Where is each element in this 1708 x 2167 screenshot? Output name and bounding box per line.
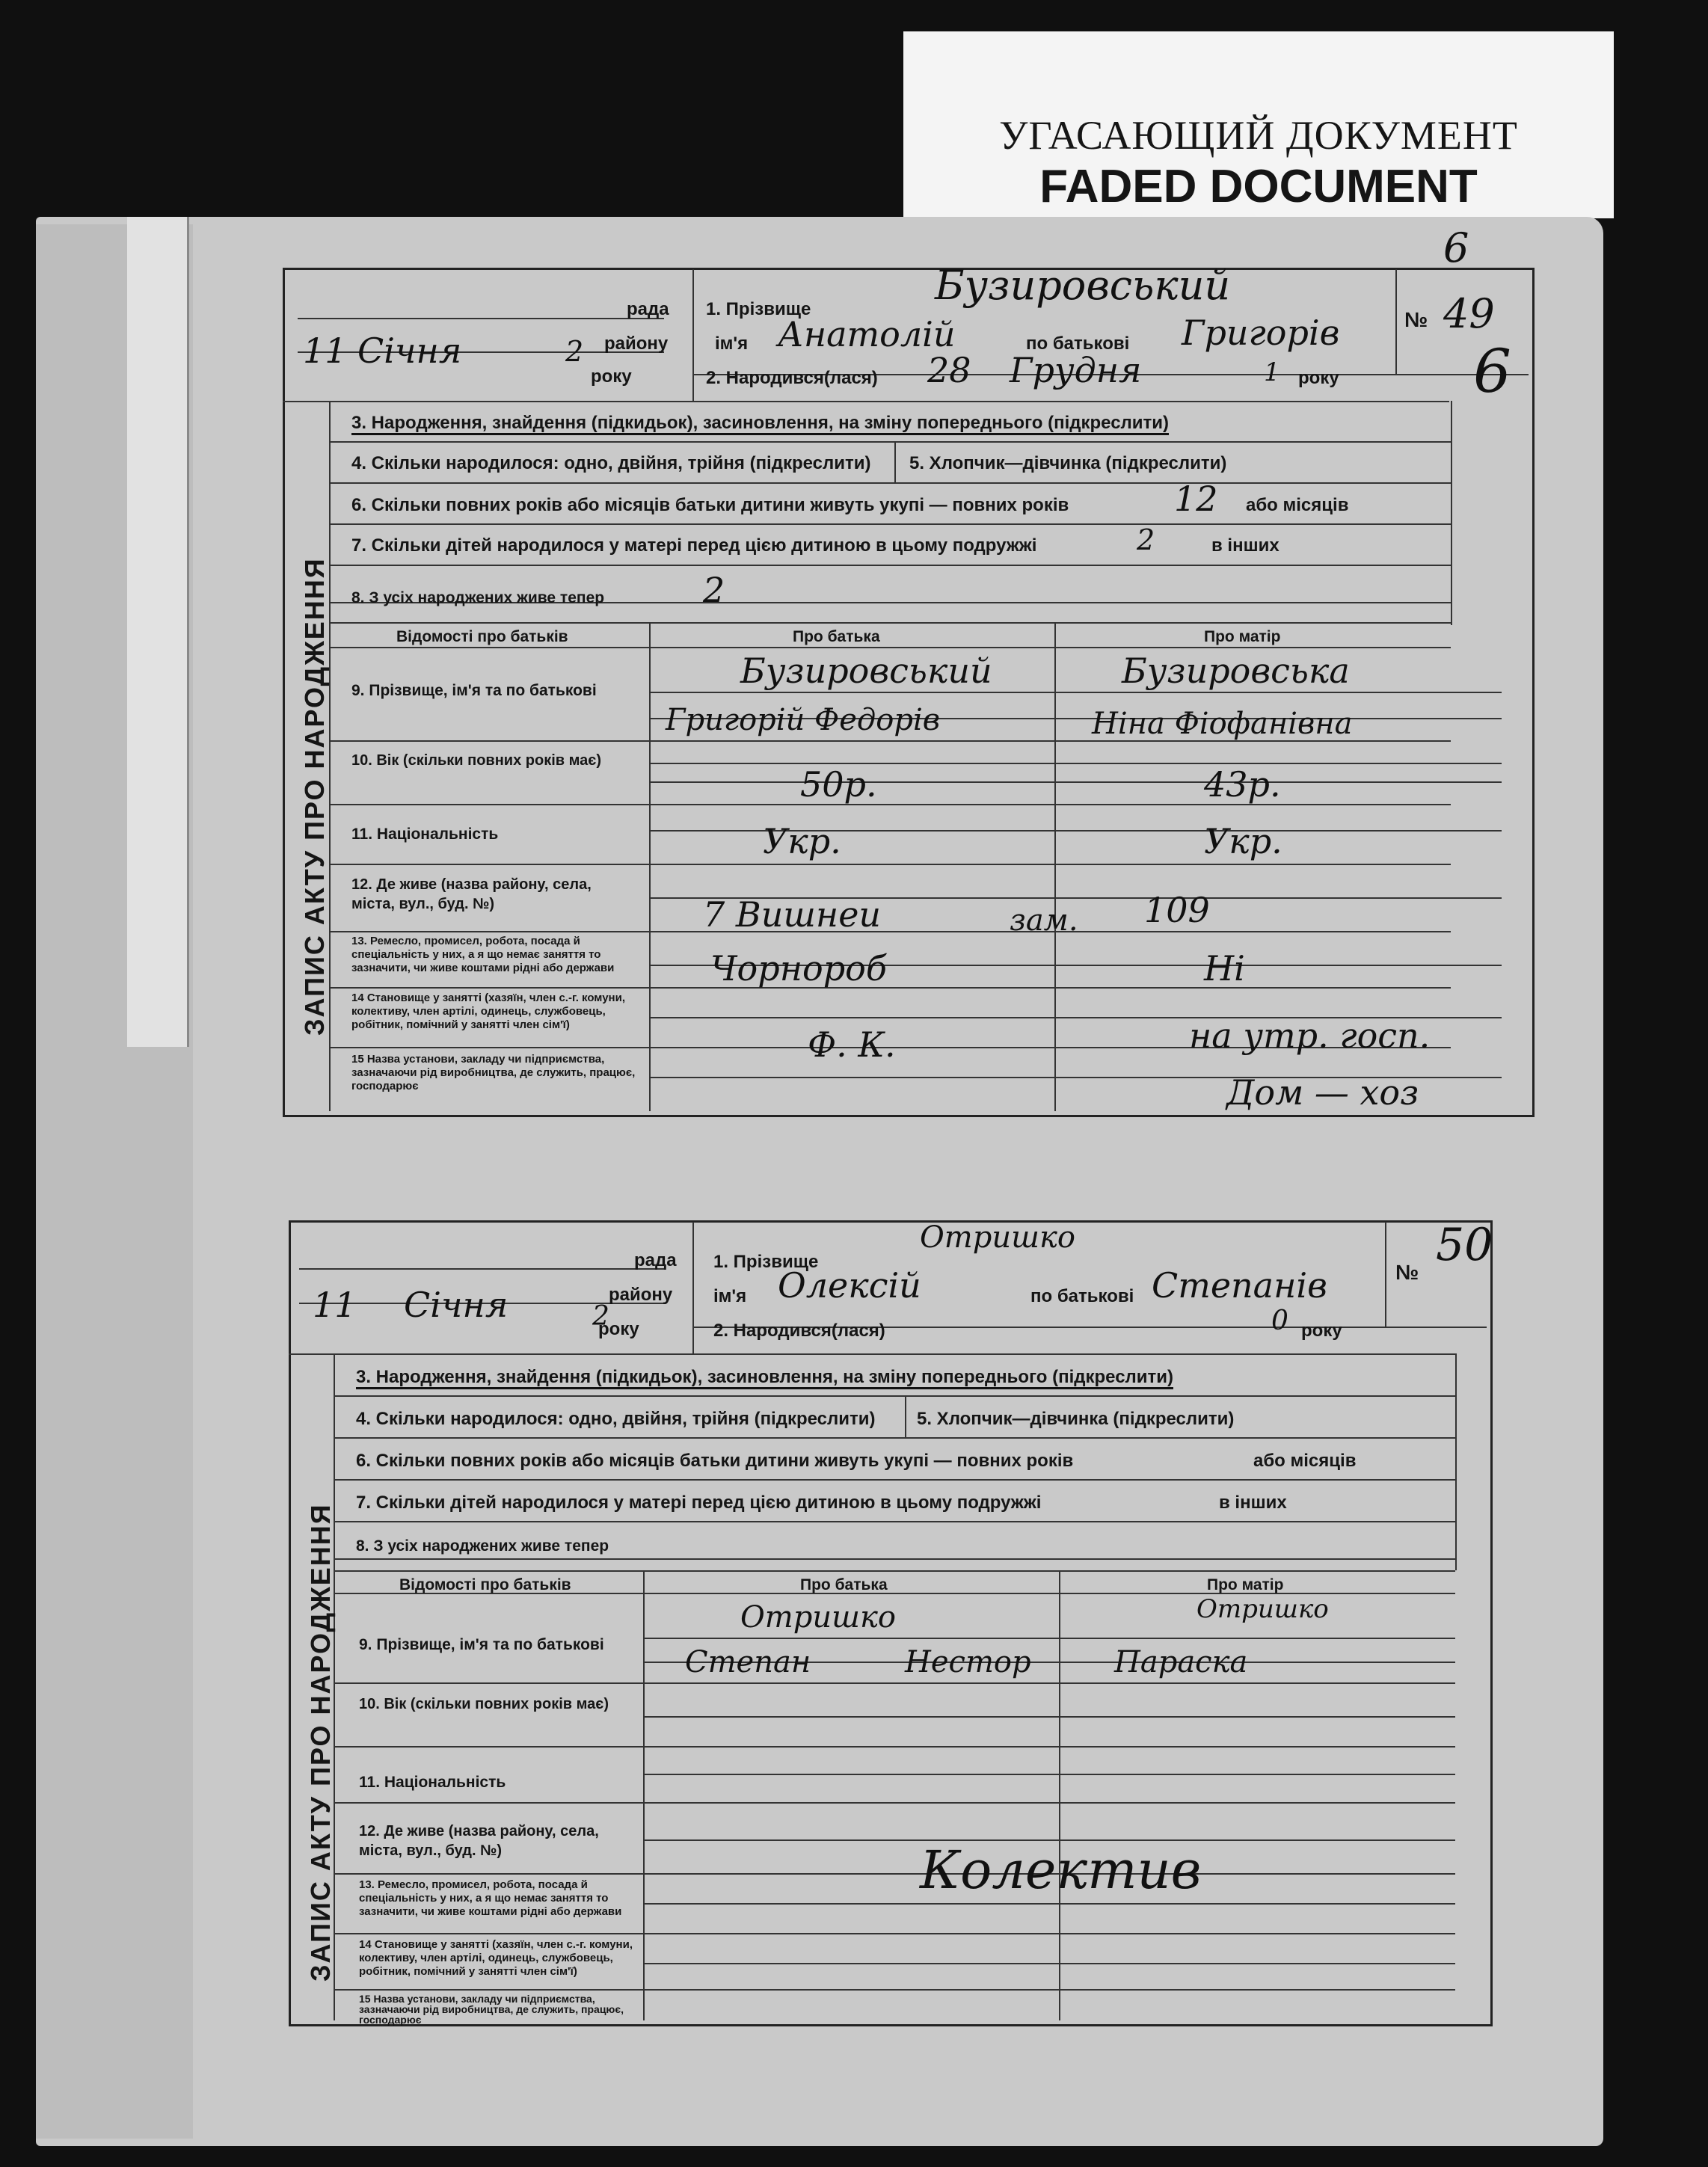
born-label: 2. Народився(лася) (713, 1321, 885, 1341)
paper-tab (127, 217, 189, 1047)
reg-month: Січня (404, 1285, 509, 1325)
patronymic-label: по батькові (1030, 1286, 1134, 1306)
field-8: 8. З усіх народжених живе тепер (356, 1537, 609, 1555)
field-3-text: 3. Народження, знайдення (підкидьок), засиновлення, на зміну попереднього (підкреслити) (351, 413, 1169, 435)
reg-day: 11 (303, 331, 347, 371)
birth-year-digit: 1 (1264, 357, 1280, 387)
father-age: 50р. (800, 764, 877, 805)
mother-nationality: Укр. (1204, 821, 1282, 861)
field-7-other: в інших (1211, 535, 1280, 556)
alive-now: 2 (703, 570, 725, 610)
years-together: 12 (1174, 479, 1218, 519)
number-sign: № (1404, 308, 1428, 331)
field-7: 7. Скільки дітей народилося у матері перед цією дитиною в цьому подружжі (356, 1493, 1042, 1513)
field-10: 10. Вік (скільки повних років має) (351, 752, 601, 769)
col-info: Відомості про батьків (396, 628, 568, 645)
raion-label: району (609, 1285, 673, 1305)
record-number: 50 (1436, 1219, 1493, 1271)
born-year-label: року (1298, 368, 1339, 388)
father-job: Чорнороб (710, 948, 887, 989)
field-14: 14 Становище у занятті (хазяїн, член с.-г. комуни, колективу, член артілі, одинець, службовець, робітник, помічний у занятті член сім'ї) (359, 1938, 633, 1978)
reg-month: Січня (357, 331, 462, 371)
field-9: 9. Прізвище, ім'я та по батькові (359, 1636, 604, 1653)
mother-name: Ніна Фіофанівна (1092, 707, 1353, 741)
born-year-label: року (1301, 1321, 1342, 1341)
father-name: Григорій Федорів (666, 703, 941, 737)
field-4: 4. Скільки народилося: одно, двійня, трійня (підкреслити) (356, 1409, 876, 1429)
reg-day: 11 (313, 1285, 357, 1325)
mother-name: Параска (1114, 1645, 1248, 1679)
field-11: 11. Національність (359, 1774, 506, 1791)
corner-mark: 6 (1473, 336, 1511, 406)
mother-job: Ні (1204, 948, 1245, 989)
field-4: 4. Скільки народилося: одно, двійня, трійня (підкреслити) (351, 453, 871, 473)
patronymic-label: по батькові (1026, 333, 1130, 354)
col-father: Про батька (800, 1576, 888, 1593)
col-mother: Про матір (1207, 1576, 1284, 1593)
birth-year-digit: 0 (1271, 1306, 1288, 1336)
field-6-months: або місяців (1253, 1451, 1357, 1471)
side-title: ЗАПИС АКТУ ПРО НАРОДЖЕННЯ (305, 1503, 336, 1982)
side-title: ЗАПИС АКТУ ПРО НАРОДЖЕННЯ (299, 557, 330, 1036)
children-before: 2 (1137, 523, 1155, 556)
number-sign: № (1395, 1261, 1419, 1284)
name-label: ім'я (713, 1286, 747, 1306)
born-label: 2. Народився(лася) (706, 368, 878, 388)
field-5: 5. Хлопчик—дівчинка (підкреслити) (909, 453, 1227, 473)
address-word: зам. (1010, 903, 1078, 938)
address-number: 109 (1144, 890, 1210, 930)
father-first-name: Степан (685, 1645, 811, 1679)
field-7-other: в інших (1219, 1493, 1287, 1513)
child-surname: Бузировський (935, 262, 1231, 309)
field-9: 9. Прізвище, ім'я та по батькові (351, 682, 597, 699)
raion-label: району (604, 333, 669, 354)
mother-age: 43р. (1204, 764, 1281, 805)
mother-surname: Отришко (1196, 1594, 1329, 1624)
label-russian: УГАСАЮЩИЙ ДОКУМЕНТ (999, 113, 1518, 158)
surname-label: 1. Прізвище (706, 299, 811, 319)
field-13: 13. Ремесло, промисел, робота, посада й спеціальність у них, а я що немає заняття то зазначити, чи живе коштами рідні або держави (351, 935, 615, 974)
field-3-text: 3. Народження, знайдення (підкидьок), засиновлення, на зміну попереднього (підкреслити) (356, 1367, 1173, 1389)
birth-day: 28 (927, 350, 971, 390)
father-nationality: Укр. (763, 821, 841, 861)
faded-document-label (903, 31, 1614, 218)
address-street: 7 Вишнеи (703, 894, 882, 935)
field-12: 12. Де живе (назва району, села, міста, вул., буд. №) (351, 876, 592, 912)
field-11: 11. Національність (351, 826, 499, 843)
label-english: FADED DOCUMENT (1039, 161, 1478, 212)
field-5: 5. Хлопчик—дівчинка (підкреслити) (917, 1409, 1235, 1429)
col-father: Про батька (793, 628, 880, 645)
surname-label: 1. Прізвище (713, 1252, 819, 1272)
field-12: 12. Де живе (назва району, села, міста, вул., буд. №) (359, 1823, 599, 1859)
child-patronymic: Григорів (1182, 313, 1340, 353)
name-label: ім'я (715, 333, 749, 354)
year-label: року (598, 1319, 639, 1339)
field-6: 6. Скільки повних років або місяців батьки дитини живуть укупі — повних років (356, 1451, 1074, 1471)
rada-label: рада (627, 299, 669, 319)
field-10: 10. Вік (скільки повних років має) (359, 1696, 609, 1712)
reg-year-digit: 2 (592, 1301, 609, 1332)
record-number: 49 (1443, 290, 1495, 337)
field-15: 15 Назва установи, закладу чи підприємства, зазначаючи рід виробництва, де служить, працює, господарює (359, 1993, 624, 2026)
mother-status: на утр. госп. (1189, 1015, 1431, 1056)
child-surname: Отришко (920, 1220, 1075, 1255)
address-collective: Колектив (920, 1839, 1202, 1901)
year-label: року (591, 366, 632, 387)
birth-month: Грудня (1010, 350, 1142, 390)
col-mother: Про матір (1204, 628, 1281, 645)
mother-surname: Бузировська (1122, 651, 1350, 691)
field-3 (356, 1367, 1173, 1388)
field-14: 14 Становище у занятті (хазяїн, член с.-г. комуни, колективу, член артілі, одинець, службовець, робітник, помічний у занятті член сім'ї) (351, 992, 625, 1031)
field-8: 8. З усіх народжених живе тепер (351, 589, 605, 606)
father-surname: Отришко (740, 1600, 896, 1635)
mother-workplace: Дом — хоз (1226, 1072, 1419, 1113)
father-status: Ф. К. (808, 1024, 896, 1065)
rada-label: рада (634, 1250, 677, 1270)
child-patronymic: Степанів (1152, 1265, 1327, 1306)
field-6-months: або місяців (1246, 495, 1349, 515)
father-patronymic: Нестор (905, 1645, 1031, 1679)
col-info: Відомості про батьків (399, 1576, 571, 1593)
field-13: 13. Ремесло, промисел, робота, посада й спеціальність у них, а я що немає заняття то зазначити, чи живе коштами рідні або держави (359, 1878, 622, 1918)
field-7: 7. Скільки дітей народилося у матері перед цією дитиною в цьому подружжі (351, 535, 1037, 556)
corner-number: 6 (1443, 224, 1469, 271)
child-name: Олексій (778, 1265, 921, 1306)
field-3 (351, 413, 1169, 434)
reg-year-digit: 2 (565, 335, 584, 368)
father-surname: Бузировський (740, 651, 992, 691)
field-15: 15 Назва установи, закладу чи підприємства, зазначаючи рід виробництва, де служить, працює, господарює (351, 1053, 636, 1092)
child-name: Анатолій (778, 314, 956, 354)
field-6: 6. Скільки повних років або місяців батьки дитини живуть укупі — повних років (351, 495, 1069, 515)
